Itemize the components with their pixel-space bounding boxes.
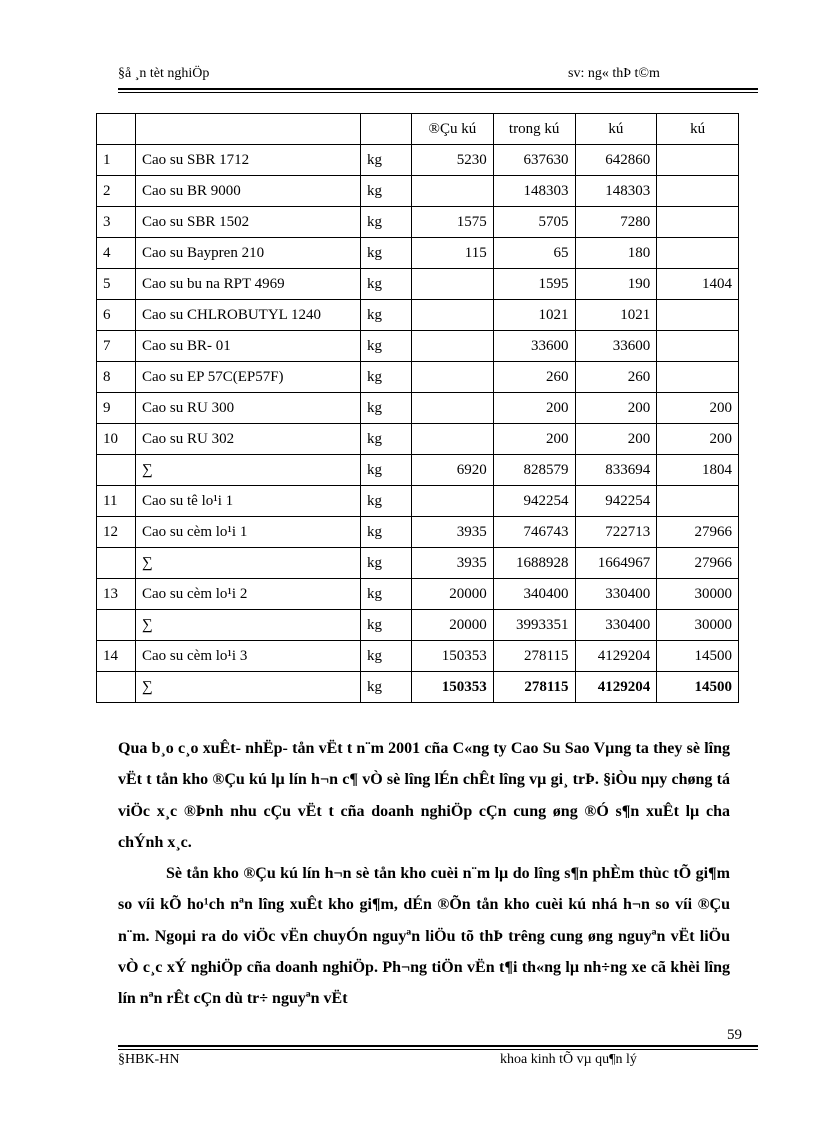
table-cell-unit: kg xyxy=(361,362,412,393)
table-cell-c4 xyxy=(657,176,739,207)
table-cell-c4 xyxy=(657,486,739,517)
table-cell-name: Cao su BR- 01 xyxy=(136,331,361,362)
table-cell-unit: kg xyxy=(361,238,412,269)
table-row xyxy=(97,238,739,269)
table-cell-c4: 30000 xyxy=(657,579,739,610)
table-cell-c1 xyxy=(412,331,494,362)
table-cell-no xyxy=(97,548,136,579)
footer-rule-bottom xyxy=(118,1049,758,1050)
table-cell-unit: kg xyxy=(361,486,412,517)
table-cell-c2: 278115 xyxy=(493,641,575,672)
table-cell-c2: 278115 xyxy=(493,672,575,703)
table-cell-c2: 942254 xyxy=(493,486,575,517)
table-cell-c2: 200 xyxy=(493,424,575,455)
table-cell-c4: 200 xyxy=(657,393,739,424)
table-cell-c3: 148303 xyxy=(575,176,657,207)
table-header-row xyxy=(97,114,739,145)
table-cell-c4: 27966 xyxy=(657,548,739,579)
header-rule-bottom xyxy=(118,92,758,93)
footer-left-text: §HBK-HN xyxy=(118,1052,180,1067)
table-cell-c3: 33600 xyxy=(575,331,657,362)
table-cell-c1 xyxy=(412,393,494,424)
table-cell-c2: 637630 xyxy=(493,145,575,176)
table-cell-no: 8 xyxy=(97,362,136,393)
table-cell-no: 13 xyxy=(97,579,136,610)
table-cell-name: Cao su RU 300 xyxy=(136,393,361,424)
table-cell-name: Cao su BR 9000 xyxy=(136,176,361,207)
table-cell-no: 2 xyxy=(97,176,136,207)
table-cell-c2: 5705 xyxy=(493,207,575,238)
table-cell-c4: 1404 xyxy=(657,269,739,300)
table-row xyxy=(97,176,739,207)
table-cell-c1: 3935 xyxy=(412,517,494,548)
table-row xyxy=(97,269,739,300)
table-cell-c3: 833694 xyxy=(575,455,657,486)
table-cell-c2: 260 xyxy=(493,362,575,393)
table-cell-c2: 200 xyxy=(493,393,575,424)
table-cell-unit: kg xyxy=(361,331,412,362)
table-cell-unit: kg xyxy=(361,176,412,207)
table-cell-c2: 33600 xyxy=(493,331,575,362)
table-cell-c1 xyxy=(412,176,494,207)
table-cell-unit: kg xyxy=(361,579,412,610)
table-cell-c4: 30000 xyxy=(657,610,739,641)
table-cell-c3: 200 xyxy=(575,424,657,455)
table-cell-c3: 200 xyxy=(575,393,657,424)
table-cell-c1: 20000 xyxy=(412,579,494,610)
table-cell-name: Cao su cèm lo¹i 2 xyxy=(136,579,361,610)
table-row xyxy=(97,331,739,362)
table-row xyxy=(97,424,739,455)
table-cell-c1 xyxy=(412,300,494,331)
table-cell-unit: kg xyxy=(361,145,412,176)
table-cell-c3: 4129204 xyxy=(575,672,657,703)
table-cell-c4 xyxy=(657,331,739,362)
table-cell-name: Cao su Baypren 210 xyxy=(136,238,361,269)
column-header xyxy=(97,114,136,145)
table-cell-name: Cao su cèm lo¹i 1 xyxy=(136,517,361,548)
table-cell-c1 xyxy=(412,424,494,455)
header-right-text: sv: ng« thÞ t©m xyxy=(568,66,660,81)
table-cell-c3: 722713 xyxy=(575,517,657,548)
page-number: 59 xyxy=(727,1027,742,1043)
table-cell-c4 xyxy=(657,145,739,176)
table-cell-no: 4 xyxy=(97,238,136,269)
table-cell-c1: 115 xyxy=(412,238,494,269)
table-cell-name: Cao su SBR 1712 xyxy=(136,145,361,176)
table-cell-name: ∑ xyxy=(136,455,361,486)
table-row xyxy=(97,207,739,238)
table-row xyxy=(97,362,739,393)
column-header: kú xyxy=(657,114,739,145)
table-cell-no: 11 xyxy=(97,486,136,517)
table-cell-c3: 1021 xyxy=(575,300,657,331)
table-cell-c3: 1664967 xyxy=(575,548,657,579)
column-header: ®Çu kú xyxy=(412,114,494,145)
table-cell-c4 xyxy=(657,238,739,269)
table-row xyxy=(97,300,739,331)
table-cell-no: 12 xyxy=(97,517,136,548)
page-header xyxy=(118,66,758,88)
table-cell-c2: 1021 xyxy=(493,300,575,331)
table-cell-no: 3 xyxy=(97,207,136,238)
table-cell-c4 xyxy=(657,300,739,331)
body-text xyxy=(118,733,730,1015)
table-cell-c3: 642860 xyxy=(575,145,657,176)
table-cell-c3: 7280 xyxy=(575,207,657,238)
table-row xyxy=(97,486,739,517)
table-cell-c2: 3993351 xyxy=(493,610,575,641)
table-cell-name: Cao su CHLROBUTYL 1240 xyxy=(136,300,361,331)
table-cell-c1: 3935 xyxy=(412,548,494,579)
table-cell-c2: 746743 xyxy=(493,517,575,548)
table-cell-c1 xyxy=(412,362,494,393)
table-cell-unit: kg xyxy=(361,207,412,238)
table-cell-c1: 5230 xyxy=(412,145,494,176)
table-cell-name: Cao su tê lo¹i 1 xyxy=(136,486,361,517)
table-cell-name: Cao su EP 57C(EP57F) xyxy=(136,362,361,393)
table-cell-unit: kg xyxy=(361,610,412,641)
table-cell-unit: kg xyxy=(361,300,412,331)
table-cell-name: ∑ xyxy=(136,610,361,641)
table-cell-name: Cao su bu na RPT 4969 xyxy=(136,269,361,300)
table-row xyxy=(97,548,739,579)
table-cell-unit: kg xyxy=(361,548,412,579)
table-cell-c4: 27966 xyxy=(657,517,739,548)
table-cell-unit: kg xyxy=(361,269,412,300)
table-cell-c4: 1804 xyxy=(657,455,739,486)
table-cell-c3: 330400 xyxy=(575,579,657,610)
table-cell-unit: kg xyxy=(361,424,412,455)
paragraph: Qua b¸o c¸o xuÊt- nhËp- tån vËt t n¨m 2001 cña C«ng ty Cao Su Sao Vµng ta they sè lîng vËt t tån kho ®Çu kú lµ lín h¬n c¶ vÒ sè lîng lÉn chÊt lîng vµ gi¸ trÞ. §iÒu nµy chøng tá viÖc x¸c ®Þnh nhu cÇu vËt t cña doanh nghiÖp cÇn cung øng ®Ó s¶n xuÊt lµ cha chÝnh x¸c. xyxy=(118,740,730,851)
table-cell-unit: kg xyxy=(361,672,412,703)
table-cell-c4 xyxy=(657,207,739,238)
table-cell-c3: 190 xyxy=(575,269,657,300)
table-cell-c2: 828579 xyxy=(493,455,575,486)
inventory-table xyxy=(96,113,739,703)
table-cell-no: 10 xyxy=(97,424,136,455)
table-cell-unit: kg xyxy=(361,641,412,672)
table-row xyxy=(97,517,739,548)
table-cell-no: 1 xyxy=(97,145,136,176)
paragraph: Sè tån kho ®Çu kú lín h¬n sè tån kho cuèi n¨m lµ do lîng s¶n phÈm thùc tÕ gi¶m so víi kÕ ho¹ch nªn lîng xuÊt kho gi¶m, dÉn ®Õn tån kho cuèi kú nhá h¬n so víi ®Çu n¨m. Ngoµi ra do viÖc vËn chuyÓn nguyªn liÖu tõ thÞ trêng cung øng nguyªn vËt liÖu vÒ c¸c xÝ nghiÖp cña doanh nghiÖp. Ph¬ng tiÖn vËn t¶i th«ng lµ nh÷ng xe cã khèi lîng lín nªn rÊt cÇn dù tr÷ nguyªn vËt xyxy=(118,865,730,1008)
table-cell-c3: 180 xyxy=(575,238,657,269)
table-cell-no xyxy=(97,610,136,641)
table-cell-c4: 14500 xyxy=(657,672,739,703)
column-header: kú xyxy=(575,114,657,145)
table-cell-c2: 340400 xyxy=(493,579,575,610)
table-cell-name: ∑ xyxy=(136,548,361,579)
table-cell-unit: kg xyxy=(361,517,412,548)
table-cell-c2: 1595 xyxy=(493,269,575,300)
table-cell-name: Cao su cèm lo¹i 3 xyxy=(136,641,361,672)
table-cell-c1 xyxy=(412,486,494,517)
table-cell-c1: 1575 xyxy=(412,207,494,238)
table-cell-c2: 65 xyxy=(493,238,575,269)
table-cell-name: Cao su RU 302 xyxy=(136,424,361,455)
table-cell-c2: 1688928 xyxy=(493,548,575,579)
footer-rule-top xyxy=(118,1045,758,1047)
table-cell-no xyxy=(97,672,136,703)
table-cell-no xyxy=(97,455,136,486)
table-cell-c2: 148303 xyxy=(493,176,575,207)
table-row xyxy=(97,455,739,486)
table-cell-c4 xyxy=(657,362,739,393)
table-row xyxy=(97,393,739,424)
table-cell-c3: 260 xyxy=(575,362,657,393)
table-row xyxy=(97,610,739,641)
table-cell-no: 9 xyxy=(97,393,136,424)
table-row xyxy=(97,579,739,610)
table-cell-c4: 14500 xyxy=(657,641,739,672)
header-left-text: §å ¸n tèt nghiÖp xyxy=(118,66,210,81)
table-cell-no: 5 xyxy=(97,269,136,300)
table-cell-unit: kg xyxy=(361,455,412,486)
table-cell-no: 6 xyxy=(97,300,136,331)
table-cell-c3: 4129204 xyxy=(575,641,657,672)
table-cell-no: 7 xyxy=(97,331,136,362)
table-cell-c3: 330400 xyxy=(575,610,657,641)
table-cell-name: Cao su SBR 1502 xyxy=(136,207,361,238)
table-row xyxy=(97,145,739,176)
table-row xyxy=(97,672,739,703)
column-header: trong kú xyxy=(493,114,575,145)
column-header xyxy=(136,114,361,145)
table-cell-c1: 6920 xyxy=(412,455,494,486)
column-header xyxy=(361,114,412,145)
table-cell-c1: 150353 xyxy=(412,672,494,703)
table-cell-c1: 20000 xyxy=(412,610,494,641)
table-cell-c4: 200 xyxy=(657,424,739,455)
table-cell-unit: kg xyxy=(361,393,412,424)
table-cell-c3: 942254 xyxy=(575,486,657,517)
table-cell-c1: 150353 xyxy=(412,641,494,672)
table-cell-c1 xyxy=(412,269,494,300)
footer-right-text: khoa kinh tÕ vµ qu¶n lý xyxy=(500,1052,637,1067)
table-row xyxy=(97,641,739,672)
header-rule-top xyxy=(118,88,758,90)
table-cell-no: 14 xyxy=(97,641,136,672)
table-cell-name: ∑ xyxy=(136,672,361,703)
